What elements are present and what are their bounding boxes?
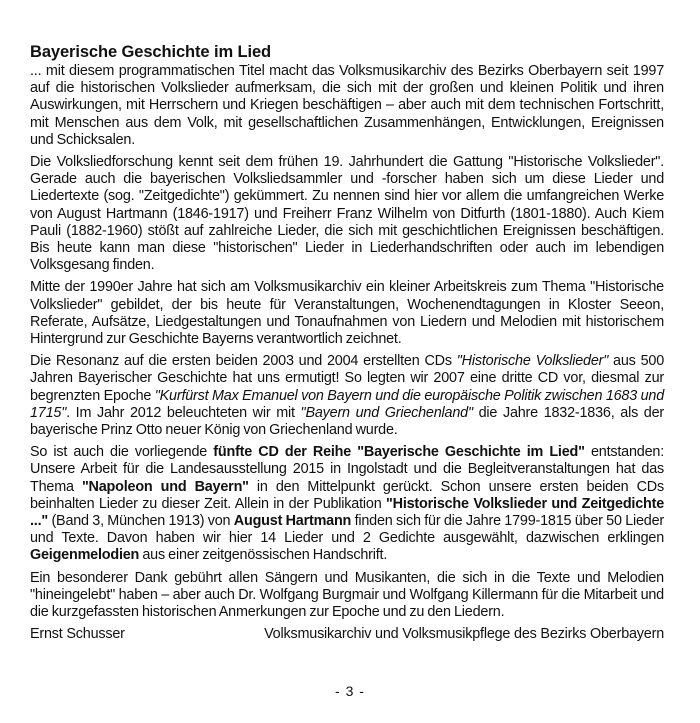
text-run: (Band 3, München 1913) von — [48, 513, 234, 530]
text-run: ... mit diesem programmatischen Titel macht das Volksmusikarchiv des Bezirks Oberbayern seit 1997 auf die historischen Volkslieder aufmerksam, die sich mit der großen und kleinen Politik und ihren Auswirkungen, mit Herrschern und Kriegen beschäftigen – aber auch mit dem technischen Fortschritt, mit Menschen aus dem Volk, mit gesellschaftlichen Zusammenhängen, Entwicklungen, Ereignissen und Schicksalen. — [30, 63, 664, 148]
text-run: Die Volksliedforschung kennt seit dem frühen 19. Jahrhundert die Gattung "Historische Volkslieder". Gerade auch die bayerischen Volksliedsammler und -forscher haben sich um diese Lieder und Liedertexte (sog. "Zeitgedichte") gekümmert. Zu nennen sind hier vor allem die umfangreichen Werke von August Hartmann (1846-1917) und Freiherr Franz Wilhelm von Ditfurth (1801-1880). Auch Kiem Pauli (1882-1960) stößt auf zahlreiche Lieder, die sich mit geschichtlichen Ereignissen beschäftigen. Bis heute kann man diese "historischen" Lieder in Liederhandschriften oder auch im lebendigen Volksgesang finden. — [30, 154, 664, 274]
text-run: finden sich für die Jahre 1799-1815 über 50 Lieder und Texte. Davon haben wir hier 14 Lieder und 2 Gedichte ausgewählt, dazwischen erklingen — [30, 513, 664, 547]
document-title: Bayerische Geschichte im Lied — [30, 43, 272, 61]
text-run: aus 500 Jahren Bayerischer Geschichte hat uns ermutigt! So legten wir 2007 eine dritte CD vor, diesmal zur begrenzten Epoche — [30, 353, 664, 404]
bold-text: "Historische Volkslieder und Zeitgedichte ..." — [30, 495, 664, 530]
signature-line — [30, 626, 664, 643]
paragraph — [30, 570, 664, 622]
text-run: . Im Jahr 2012 beleuchteten wir mit — [66, 404, 301, 421]
paragraph — [30, 444, 664, 564]
text-run: in den Mittelpunkt gerückt. Schon unsere ersten beiden CDs beinhalten Lieder zu dieser Zeit. Allein in der Publikation — [30, 478, 664, 512]
italic-text: "Kurfürst Max Emanuel von Bayern und die europäische Politik zwischen 1683 und 1715" — [30, 387, 665, 421]
paragraph — [30, 353, 664, 439]
paragraph — [30, 154, 664, 274]
text-run: So ist auch die vorliegende — [30, 444, 214, 461]
bold-text: fünfte CD der Reihe "Bayerische Geschichte im Lied" — [213, 444, 585, 461]
text-run: entstanden: Unsere Arbeit für die Landesausstellung 2015 in Ingolstadt und die Begleitveranstaltungen hat das Thema — [30, 444, 664, 495]
paragraph — [30, 279, 664, 348]
bold-text: August Hartmann — [233, 513, 352, 530]
italic-text: "Historische Volkslieder" — [456, 353, 609, 370]
signature-organization: Volksmusikarchiv und Volksmusikpflege des Bezirks Oberbayern — [264, 626, 664, 643]
bold-text: "Napoleon und Bayern" — [81, 478, 249, 495]
bold-text: Geigenmelodien — [30, 547, 140, 564]
text-run: Ein besonderer Dank gebührt allen Sängern und Musikanten, die sich in die Texte und Melodien "hineingelebt" haben – aber auch Dr. Wolfgang Burgmair und Wolfgang Killermann für die Mitarbeit und die kurzgefassten historischen Anmerkungen zur Epoche und zu den Liedern. — [30, 569, 664, 621]
text-run: Die Resonanz auf die ersten beiden 2003 und 2004 erstellten CDs — [30, 353, 457, 370]
italic-text: "Bayern und Griechenland" — [300, 404, 473, 421]
text-run: aus einer zeitgenössischen Handschrift. — [139, 547, 388, 564]
text-run: Mitte der 1990er Jahre hat sich am Volksmusikarchiv ein kleiner Arbeitskreis zum Thema "Historische Volkslieder" gebildet, der bis heute für Veranstaltungen, Wochenendtagungen in Kloster Seeon, Referate, Aufsätze, Liedgestaltungen und Tonaufnahmen von Liedern und Melodien mit historischem Hintergrund zur Geschichte Bayerns verantwortlich zeichnet. — [30, 279, 664, 348]
paragraph — [30, 63, 664, 149]
body-text — [30, 63, 664, 621]
signature-author: Ernst Schusser — [30, 626, 125, 643]
page-number: - 3 - — [335, 683, 365, 699]
text-run: die Jahre 1832-1836, als der bayerische Prinz Otto neuer König von Griechenland wurde. — [30, 404, 665, 439]
